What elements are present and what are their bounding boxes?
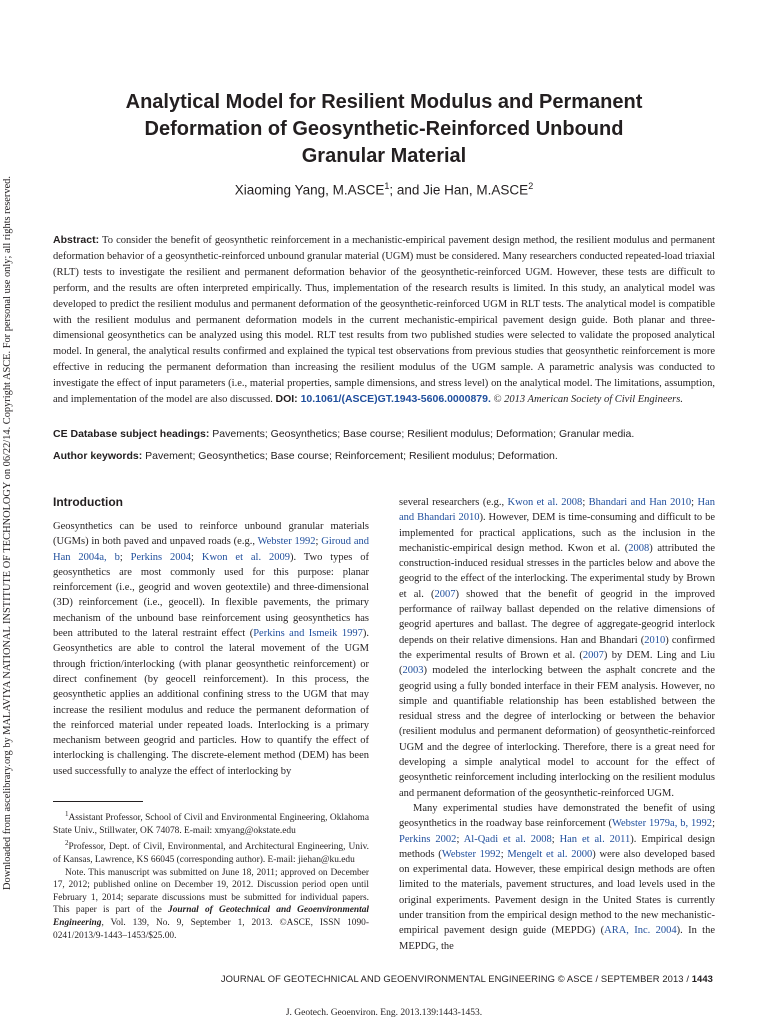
- journal-name: Journal of Geotechnical and Geoenvironmental Engineering: [53, 905, 370, 928]
- intro-paragraph-1: Geosynthetics can be used to reinforce unbound granular materials (UGMs) in both paved and unpaved roads (e.g., Webster 1992; Giroud and Han 2004a, b; Perkins 2004; Kwon et al. 2009). Two types of geosynthetics are most commonly used for this purpose: planar reinforcement (i.e., geogrid and woven geotextile) and three-dimensional (3D) reinforcement (i.e., geocell). In flexible pavements, the primary mechanism of the unbound base reinforcement using geosynthetics has been attributed to the lateral restraint effect (Perkins and Ismeik 1997). Geosynthetics are able to control the lateral movement of the UGM through friction/interlocking (with planar geosynthetic reinforcement) or direct confinement (by geocell reinforcement). In this process, the geosynthetic applies an additional confining stress to the UGM that may increase the resilient modulus and reduce the permanent deformation of the reinforced material under repeated loads. Interlocking is a primary mechanism between geogrid and particles. How to quantify the effect of interlocking is challenging. The discrete-element method (DEM) has been used successfully to analyze the effect of interlocking by: [53, 521, 370, 777]
- citation-link[interactable]: Webster 1992: [257, 536, 316, 548]
- abstract: [53, 233, 715, 408]
- intro-paragraph-3: Many experimental studies have demonstrated the benefit of using geosynthetics in the roadway base reinforcement (Webster 1979a, b, 1992; Perkins 2002; Al-Qadi et al. 2008; Han et al. 2011). Empirical design methods (Webster 1992; Mengelt et al. 2000) were also developed based on experimental data. However, these empirical design methods are often limited to the materials, pavement structures, and load levels used in the original experiments. Pavement design in the United States is currently under transition from the empirical design method to the new mechanistic-empirical pavement design guide (MEPDG) (ARA, Inc. 2004). In the MEPDG, the: [399, 802, 716, 952]
- citation-link[interactable]: Perkins and Ismeik 1997: [253, 628, 363, 640]
- author-list: [60, 181, 708, 198]
- journal-footer: [60, 973, 713, 984]
- subject-headings-text: Pavements; Geosynthetics; Base course; Resilient modulus; Deformation; Granular media.: [209, 428, 635, 440]
- citation-link[interactable]: Al-Qadi et al. 2008: [463, 833, 552, 845]
- citation-link[interactable]: Bhandari and Han 2010: [588, 497, 692, 508]
- left-column-body: [53, 519, 369, 779]
- title-line-1: Analytical Model for Resilient Modulus and Permanent: [125, 91, 643, 113]
- author-keywords: [53, 450, 715, 462]
- footnote-1: $^1$Assistant Professor, School of Civil and Environmental Engineering, Oklahoma State Univ., Stillwater, OK 74078. E-mail: xmyang@okstate.edu: [53, 810, 369, 836]
- subject-headings-label: CE Database subject headings:: [53, 428, 210, 440]
- citation-link[interactable]: Webster 1979a, b, 1992: [611, 818, 713, 830]
- doi-link[interactable]: 10.1061/(ASCE)GT.1943-5606.0000879.: [300, 393, 491, 406]
- citation-link[interactable]: 2010: [644, 634, 666, 646]
- citation-link[interactable]: Kwon et al. 2009: [201, 551, 290, 563]
- author-2: ; and Jie Han, M.ASCE: [389, 182, 529, 198]
- abstract-text: To consider the benefit of geosynthetic reinforcement in a mechanistic-empirical pavement design method, the resilient modulus and permanent deformation behavior of a geosynthetic-reinforced unbound granular material (UGM) must be considered. Many researchers conducted repeated-load triaxial (RLT) tests to investigate the resilient and permanent deformation behavior of the geosynthetic-reinforced UGM. However, these tests are difficult to perform, and the results are often interpreted empirically. Thus, implementation of the research results is limited. In this study, an analytical model was developed to predict the resilient modulus and permanent deformation of the geosynthetic-reinforced UGM in RLT tests. The analytical model is compatible with the resilient modulus and permanent deformation models in the current mechanistic-empirical pavement design guide. Both planar and three-dimensional geosynthetics can be analyzed using this model. RLT test results from two published studies were selected to validate the proposed analytical model. In general, the analytical results confirmed and explained the typical test observations from previous studies that geosynthetic reinforcement is more effective in reducing the permanent deformation than increasing the resilient modulus of the UGM sample. A parametric analysis was conducted to investigate the effect of input parameters (i.e., material properties, sample dimensions, and stress level) on the analytical model. The limitations, assumption, and implementation of the model are also discussed.: [53, 235, 715, 406]
- right-column-body: [399, 495, 715, 954]
- abstract-label: Abstract:: [53, 234, 100, 246]
- author-1: Xiaoming Yang, M.ASCE: [234, 182, 385, 198]
- citation-link[interactable]: 2007: [582, 649, 604, 661]
- citation-link[interactable]: Mengelt et al. 2000: [507, 848, 593, 860]
- author-1-affiliation-mark: 1: [384, 181, 390, 191]
- author-keywords-text: Pavement; Geosynthetics; Base course; Reinforcement; Resilient modulus; Deformation.: [142, 450, 558, 462]
- doi-label: DOI:: [275, 393, 298, 406]
- subject-headings: [53, 428, 715, 440]
- author-2-affiliation-mark: 2: [528, 181, 534, 191]
- citation-link[interactable]: Han et al. 2011: [559, 833, 631, 845]
- title-line-3: Granular Material: [301, 145, 467, 167]
- citation-line: J. Geotech. Geoenviron. Eng. 2013.139:1443-1453.: [285, 1008, 483, 1018]
- citation-link[interactable]: 2003: [402, 665, 424, 677]
- abstract-copyright: © 2013 American Society of Civil Engineers.: [490, 394, 683, 406]
- journal-footer-text: JOURNAL OF GEOTECHNICAL AND GEOENVIRONMENTAL ENGINEERING © ASCE / SEPTEMBER 2013 /: [220, 973, 692, 984]
- submission-note: Note. This manuscript was submitted on June 18, 2011; approved on December 17, 2012; published online on December 19, 2012. Discussion period open until February 1, 2014; separate discussions must be submitted for individual papers. This paper is part of the Journal of Geotechnical and Geoenvironmental Engineering, Vol. 139, No. 9, September 1, 2013. ©ASCE, ISSN 1090-0241/2013/9-1443–1453/$25.00.: [53, 867, 370, 941]
- footnotes: [53, 808, 369, 942]
- paper-title: [60, 89, 708, 170]
- citation-link[interactable]: Giroud and Han 2004a, b: [53, 536, 370, 563]
- download-notice: [2, 150, 18, 890]
- citation-link[interactable]: Webster 1992: [441, 848, 501, 860]
- citation-link[interactable]: 2007: [434, 588, 456, 600]
- citation-link[interactable]: Kwon et al. 2008: [507, 497, 583, 508]
- citation-link[interactable]: Perkins 2004: [130, 551, 192, 563]
- citation-link[interactable]: Han and Bhandari 2010: [399, 497, 715, 524]
- citation-link[interactable]: ARA, Inc. 2004: [604, 925, 677, 937]
- title-line-2: Deformation of Geosynthetic-Reinforced Unbound: [144, 118, 624, 140]
- footnote-2: $^2$Professor, Dept. of Civil, Environmental, and Architectural Engineering, Univ. of Kansas, Lawrence, KS 66045 (corresponding author). E-mail: jiehan@ku.edu: [53, 839, 369, 866]
- citation-link[interactable]: 2008: [628, 542, 650, 554]
- citation-link[interactable]: Perkins 2002: [399, 833, 457, 845]
- download-notice-text: Downloaded from ascelibrary.org by MALAVIYA NATIONAL INSTITUTE OF TECHNOLOGY on 06/22/14. Copyright ASCE. For personal use only; all rights reserved.: [2, 176, 13, 890]
- author-keywords-label: Author keywords:: [53, 450, 143, 462]
- section-heading-introduction: Introduction: [53, 495, 123, 509]
- intro-paragraph-2: several researchers (e.g., Kwon et al. 2008; Bhandari and Han 2010; Han and Bhandari 2010). However, DEM is time-consuming and difficult to be implemented for practical applications, such as the inclusion in the mechanistic-empirical design method. Kwon et al. (2008) attributed the construction-induced residual stresses in the particles below and above the geogrid to the effect of the interlocking. The experimental study by Brown et al. (2007) showed that the benefit of geogrid in the improved performance of railway ballast depended on the relative dimensions of geogrid apertures and ballast. The degree of aggregate-geogrid interlock depends on their relative dimensions. Han and Bhandari (2010) confirmed the experimental results of Brown et al. (2007) by DEM. Ling and Liu (2003) modeled the interlocking between the asphalt concrete and the geogrid using a fully bonded interface in their FEM analysis. However, no simple and quantifiable relationship has been established between the residual stress and the degree of interlocking or between the behavior (resilient modulus and permanent deformation) of geosynthetic-reinforced UGM and the degree of interlocking. Therefore, there is a great need for developing a simple analytical model to account for the effect of geosynthetic reinforcement including interlocking on the resilient modulus and permanent deformation of the geosynthetic-reinforced UGM.: [399, 497, 716, 799]
- page-number: 1443: [691, 973, 713, 984]
- footnote-divider: [53, 801, 143, 802]
